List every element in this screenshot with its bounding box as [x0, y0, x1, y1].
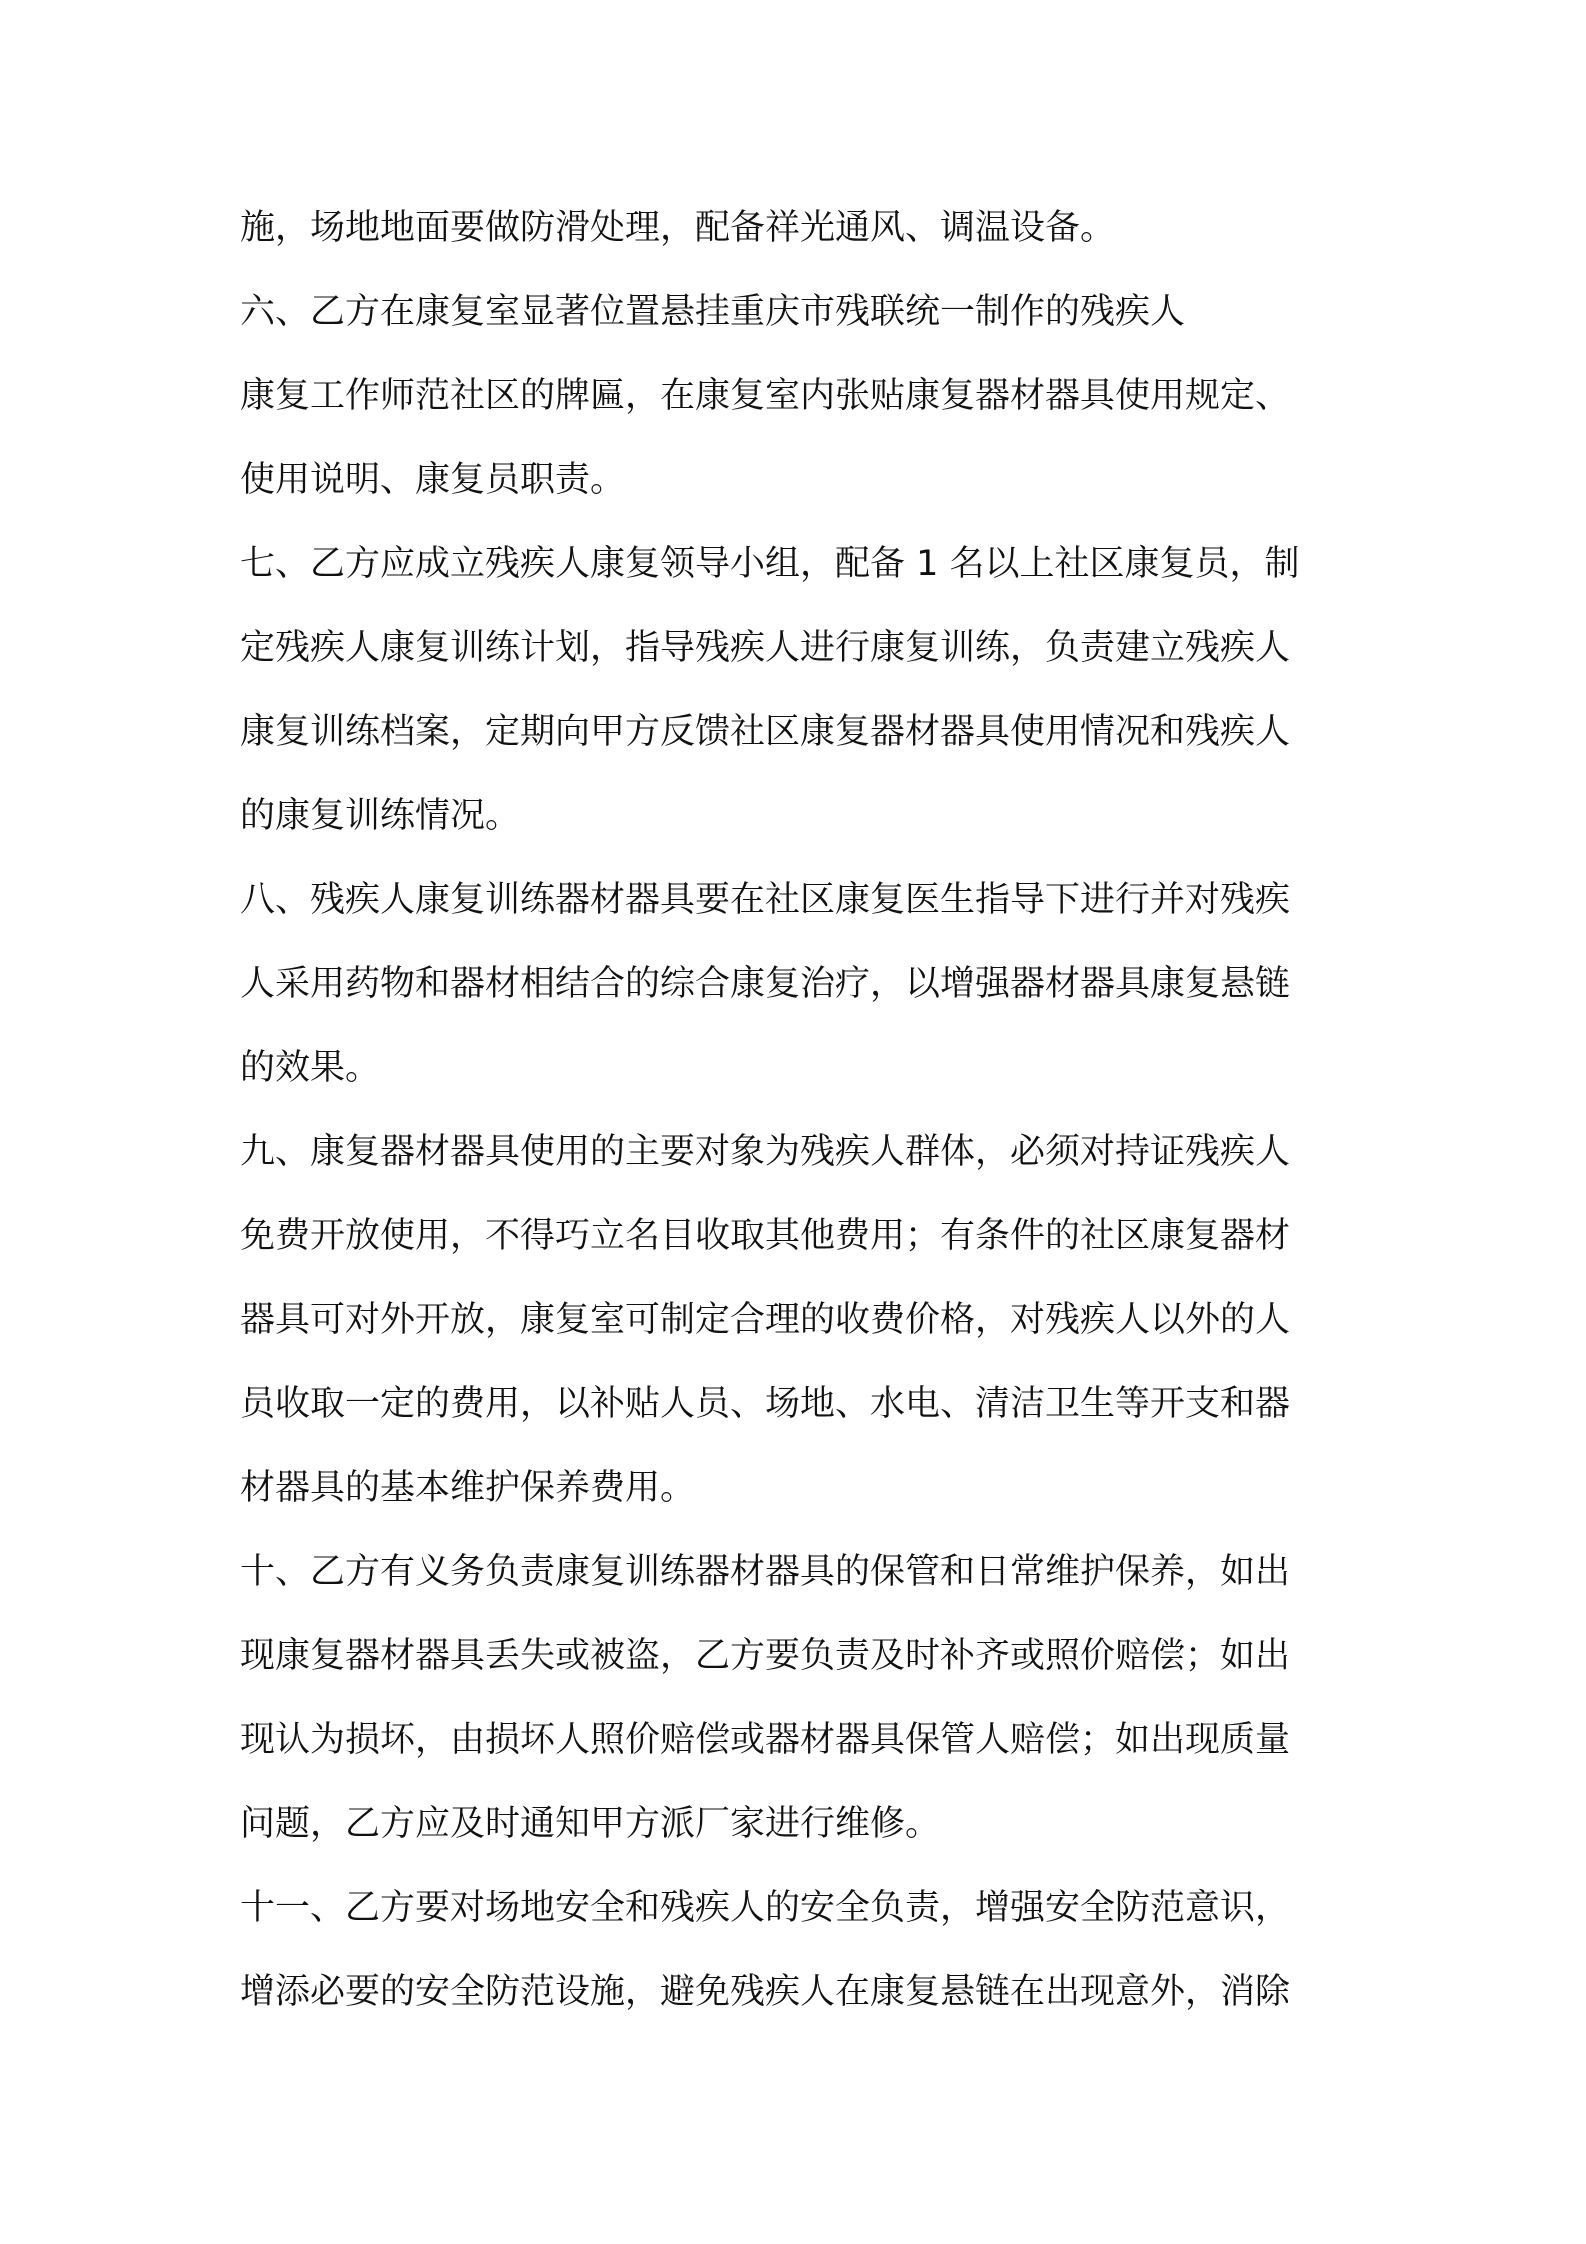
text-line: 的效果。 — [240, 1048, 381, 1088]
text-line: 康复工作师范社区的牌匾，在康复室内张贴康复器材器具使用规定、 — [240, 376, 1291, 416]
text-line: 定残疾人康复训练计划，指导残疾人进行康复训练，负责建立残疾人 — [240, 628, 1291, 668]
text-line: 员收取一定的费用，以补贴人员、场地、水电、清洁卫生等开支和器 — [240, 1384, 1291, 1424]
text-line: 七、乙方应成立残疾人康复领导小组，配备 1 名以上社区康复员，制 — [240, 544, 1300, 584]
text-line: 器具可对外开放，康复室可制定合理的收费价格，对残疾人以外的人 — [240, 1300, 1291, 1340]
text-line: 增添必要的安全防范设施，避免残疾人在康复悬链在出现意外，消除 — [240, 1972, 1291, 2012]
text-line: 八、残疾人康复训练器材器具要在社区康复医生指导下进行并对残疾 — [240, 880, 1291, 920]
text-line: 材器具的基本维护保养费用。 — [240, 1468, 696, 1508]
text-line: 问题，乙方应及时通知甲方派厂家进行维修。 — [240, 1804, 941, 1844]
text-line: 九、康复器材器具使用的主要对象为残疾人群体，必须对持证残疾人 — [240, 1132, 1291, 1172]
text-line: 康复训练档案，定期向甲方反馈社区康复器材器具使用情况和残疾人 — [240, 712, 1291, 752]
text-line: 施，场地地面要做防滑处理，配备祥光通风、调温设备。 — [240, 208, 1116, 248]
text-line: 十、乙方有义务负责康复训练器材器具的保管和日常维护保养，如出 — [240, 1552, 1291, 1592]
text-line: 六、乙方在康复室显著位置悬挂重庆市残联统一制作的残疾人 — [240, 292, 1186, 332]
text-line: 现认为损坏，由损坏人照价赔偿或器材器具保管人赔偿；如出现质量 — [240, 1720, 1291, 1760]
text-line: 的康复训练情况。 — [240, 796, 521, 836]
text-line: 十一、乙方要对场地安全和残疾人的安全负责，增强安全防范意识， — [240, 1888, 1291, 1928]
text-line: 人采用药物和器材相结合的综合康复治疗，以增强器材器具康复悬链 — [240, 964, 1291, 1004]
text-line: 使用说明、康复员职责。 — [240, 460, 626, 500]
text-line: 免费开放使用，不得巧立名目收取其他费用；有条件的社区康复器材 — [240, 1216, 1291, 1256]
text-line: 现康复器材器具丢失或被盗，乙方要负责及时补齐或照价赔偿；如出 — [240, 1636, 1291, 1676]
